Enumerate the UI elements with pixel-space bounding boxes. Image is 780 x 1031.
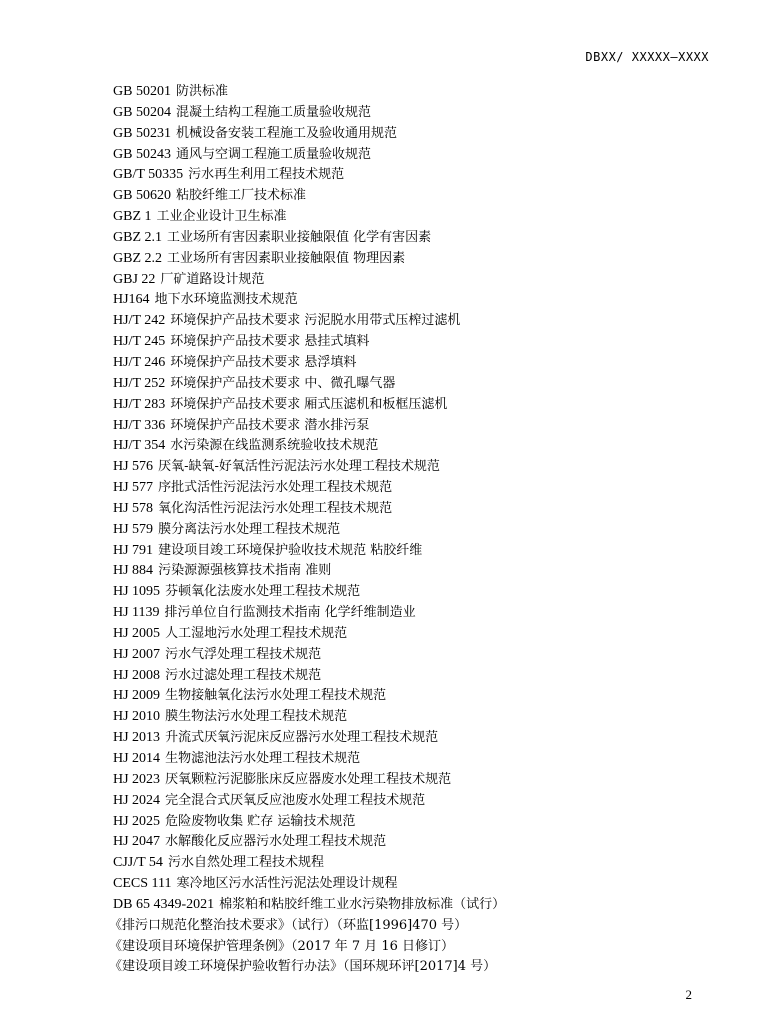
standard-title: 污水过滤处理工程技术规范 <box>165 667 322 683</box>
standard-code: HJ/T 242 <box>113 313 166 329</box>
standard-title: 污水再生利用工程技术规范 <box>188 167 345 183</box>
standard-code: GBJ 22 <box>113 271 156 287</box>
standard-title: 升流式厌氧污泥床反应器污水处理工程技术规范 <box>165 730 439 746</box>
standard-code: HJ 576 <box>113 459 154 475</box>
standard-code: HJ164 <box>113 292 150 308</box>
standard-code: HJ 2007 <box>113 646 161 662</box>
standard-code: HJ/T 354 <box>113 438 166 454</box>
standard-code: HJ 2024 <box>113 792 161 808</box>
standard-code: HJ 2047 <box>113 834 161 850</box>
standard-code: HJ 1139 <box>113 605 160 621</box>
reference-item <box>113 603 505 624</box>
document-code-header: DBXX/ XXXXX—XXXX <box>585 50 709 64</box>
standard-title: 污染源源强核算技术指南 准则 <box>158 563 332 579</box>
reference-item <box>113 186 505 207</box>
standard-title: 生物接触氧化法污水处理工程技术规范 <box>165 688 387 704</box>
reference-item <box>113 82 505 103</box>
standard-code: HJ/T 246 <box>113 354 166 370</box>
standard-code: GB/T 50335 <box>113 167 184 183</box>
standard-title: 通风与空调工程施工质量验收规范 <box>175 146 371 162</box>
standard-code: HJ 2013 <box>113 730 161 746</box>
reference-item <box>113 290 505 311</box>
reference-item <box>113 103 505 124</box>
reference-item <box>113 582 505 603</box>
reference-item <box>113 228 505 249</box>
standard-title: 厌氧颗粒污泥膨胀床反应器废水处理工程技术规范 <box>165 771 452 787</box>
standard-code: CJJ/T 54 <box>113 855 163 871</box>
reference-item <box>113 853 505 874</box>
reference-item <box>113 207 505 228</box>
reference-item <box>113 520 505 541</box>
reference-item <box>113 249 505 270</box>
standard-code: HJ 791 <box>113 542 154 558</box>
standard-title: 粘胶纤维工厂技术标准 <box>175 188 306 204</box>
standard-title: 寒冷地区污水活性污泥法处理设计规程 <box>176 876 398 892</box>
standard-title: 生物滤池法污水处理工程技术规范 <box>165 751 361 766</box>
standard-code: HJ/T 245 <box>113 334 166 350</box>
standard-code: HJ 2025 <box>113 813 161 829</box>
standard-code: GBZ 2.2 <box>113 250 162 266</box>
standard-title: 膜生物法污水处理工程技术规范 <box>165 709 348 725</box>
standard-code: HJ 2008 <box>113 667 161 683</box>
regulation-document-item <box>109 916 505 937</box>
reference-item <box>113 561 505 582</box>
standard-code: HJ/T 336 <box>113 417 166 433</box>
standard-code: DB 65 4349-2021 <box>113 896 215 912</box>
standard-title: 危险废物收集 贮存 运输技术规范 <box>165 813 356 829</box>
reference-item <box>113 270 505 291</box>
standard-title: 污水气浮处理工程技术规范 <box>165 646 322 662</box>
reference-item <box>113 770 505 791</box>
reference-item <box>113 478 505 499</box>
reference-item <box>113 812 505 833</box>
standard-code: GB 50204 <box>113 104 171 120</box>
standard-title: 工业企业设计卫生标准 <box>156 209 287 225</box>
reference-item <box>113 124 505 145</box>
standard-title: 厂矿道路设计规范 <box>160 271 265 287</box>
standard-code: GB 50231 <box>113 125 171 141</box>
standard-title: 厌氧-缺氧-好氧活性污泥法污水处理工程技术规范 <box>158 459 440 475</box>
reference-item <box>113 791 505 812</box>
standard-title: 工业场所有害因素职业接触限值 物理因素 <box>167 250 406 266</box>
reference-item <box>113 165 505 186</box>
standard-title: 完全混合式厌氧反应池废水处理工程技术规范 <box>165 792 426 808</box>
standard-title: 氧化沟活性污泥法污水处理工程技术规范 <box>158 500 393 516</box>
standard-title: 建设项目竣工环境保护验收技术规范 粘胶纤维 <box>158 542 423 558</box>
standard-title: 水解酸化反应器污水处理工程技术规范 <box>165 834 387 850</box>
standard-code: HJ 578 <box>113 500 154 516</box>
standard-code: HJ 884 <box>113 563 154 579</box>
standard-title: 环境保护产品技术要求 中、微孔曝气器 <box>170 375 396 391</box>
regulation-document-title: 《建设项目竣工环境保护验收暂行办法》（国环规环评[2017]4 号） <box>109 959 497 975</box>
standard-title: 芬顿氧化法废水处理工程技术规范 <box>165 584 361 600</box>
reference-item <box>113 499 505 520</box>
standard-title: 机械设备安装工程施工及验收通用规范 <box>175 125 397 141</box>
standard-code: GB 50243 <box>113 146 171 162</box>
standard-title: 地下水环境监测技术规范 <box>154 292 298 308</box>
reference-item <box>113 686 505 707</box>
standard-code: HJ 2014 <box>113 751 161 766</box>
standard-title: 环境保护产品技术要求 厢式压滤机和板框压滤机 <box>170 396 448 412</box>
standard-title: 序批式活性污泥法污水处理工程技术规范 <box>158 480 393 496</box>
reference-item <box>113 145 505 166</box>
standard-title: 棉浆粕和粘胶纤维工业水污染物排放标准（试行） <box>219 896 506 912</box>
standard-title: 环境保护产品技术要求 悬浮填料 <box>170 354 357 370</box>
reference-item <box>113 666 505 687</box>
regulation-document-title: 《排污口规范化整治技术要求》（试行）（环监[1996]470 号） <box>109 917 468 933</box>
standard-code: HJ/T 283 <box>113 396 166 412</box>
standard-code: HJ 2010 <box>113 709 161 725</box>
normative-reference-list <box>109 82 506 978</box>
standard-code: GB 50620 <box>113 188 171 204</box>
reference-item <box>113 749 505 770</box>
standard-code: GBZ 2.1 <box>113 229 162 245</box>
standard-title: 工业场所有害因素职业接触限值 化学有害因素 <box>167 229 432 245</box>
standard-code: HJ/T 252 <box>113 375 166 391</box>
standard-title: 水污染源在线监测系统验收技术规范 <box>170 438 379 454</box>
standard-title: 混凝土结构工程施工质量验收规范 <box>175 104 371 120</box>
reference-item <box>113 374 505 395</box>
reference-item <box>113 541 505 562</box>
regulation-document-item <box>109 957 505 978</box>
standard-title: 环境保护产品技术要求 悬挂式填料 <box>170 334 370 350</box>
standard-title: 污水自然处理工程技术规程 <box>167 855 324 871</box>
standard-title: 环境保护产品技术要求 污泥脱水用带式压榨过滤机 <box>170 313 461 329</box>
standard-title: 人工湿地污水处理工程技术规范 <box>165 625 348 641</box>
reference-item <box>113 832 505 853</box>
standard-code: HJ 2023 <box>113 771 161 787</box>
reference-item <box>113 353 505 374</box>
standard-title: 防洪标准 <box>175 84 228 99</box>
standard-code: HJ 2005 <box>113 625 161 641</box>
reference-item <box>113 645 505 666</box>
standard-code: CECS 111 <box>113 876 172 892</box>
reference-item <box>113 457 505 478</box>
reference-item <box>113 728 505 749</box>
standard-title: 环境保护产品技术要求 潜水排污泵 <box>170 417 370 433</box>
reference-item <box>113 895 505 916</box>
reference-item <box>113 311 505 332</box>
reference-item <box>113 874 505 895</box>
standard-code: HJ 579 <box>113 521 154 537</box>
reference-item <box>113 436 505 457</box>
regulation-document-item <box>109 937 505 958</box>
reference-item <box>113 416 505 437</box>
regulation-document-title: 《建设项目环境保护管理条例》（2017 年 7 月 16 日修订） <box>109 938 455 954</box>
standard-code: HJ 2009 <box>113 688 161 704</box>
reference-item <box>113 395 505 416</box>
reference-item <box>113 707 505 728</box>
standard-code: GBZ 1 <box>113 209 152 225</box>
standard-title: 膜分离法污水处理工程技术规范 <box>158 521 341 537</box>
reference-item <box>113 332 505 353</box>
standard-code: HJ 577 <box>113 480 154 496</box>
standard-title: 排污单位自行监测技术指南 化学纤维制造业 <box>164 605 416 621</box>
page-number: 2 <box>685 987 692 1002</box>
reference-item <box>113 624 505 645</box>
standard-code: GB 50201 <box>113 84 171 99</box>
standard-code: HJ 1095 <box>113 584 161 600</box>
